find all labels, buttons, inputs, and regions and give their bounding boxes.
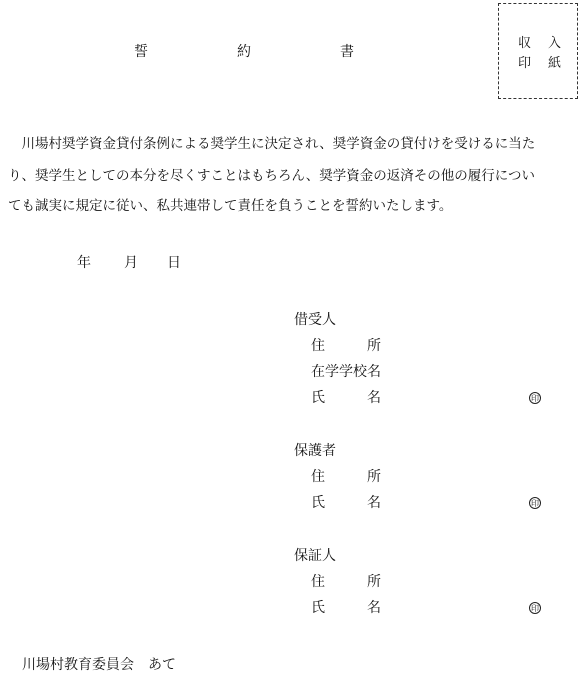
revenue-stamp-box bbox=[498, 3, 578, 99]
date-year: 年 bbox=[77, 255, 91, 271]
stamp-char-1: 収 bbox=[518, 36, 532, 51]
date-month: 月 bbox=[124, 255, 138, 271]
guardian-name-char-1: 氏 bbox=[311, 495, 325, 511]
date-day: 日 bbox=[167, 255, 181, 271]
guardian-address-char-2: 所 bbox=[367, 469, 381, 485]
stamp-char-2: 入 bbox=[548, 36, 562, 51]
guarantor-name-char-2: 名 bbox=[367, 600, 381, 616]
borrower-school-label: 在学学校名 bbox=[311, 364, 381, 380]
guarantor-address-char-2: 所 bbox=[367, 574, 381, 590]
borrower-heading: 借受人 bbox=[294, 312, 336, 328]
addressee: 川場村教育委員会 あて bbox=[22, 657, 176, 673]
guarantor-heading: 保証人 bbox=[294, 548, 336, 564]
guardian-address-char-1: 住 bbox=[311, 469, 325, 485]
title-char-3: 書 bbox=[340, 44, 354, 60]
body-line-2: り、奨学生としての本分を尽くすことはもちろん、奨学資金の返済その他の履行につい bbox=[8, 168, 536, 184]
guardian-heading: 保護者 bbox=[294, 443, 336, 459]
borrower-name-char-2: 名 bbox=[367, 390, 381, 406]
guardian-name-char-2: 名 bbox=[367, 495, 381, 511]
guardian-seal-mark: 印 bbox=[531, 499, 539, 508]
title-char-2: 約 bbox=[237, 44, 251, 60]
guarantor-seal-mark: 印 bbox=[531, 604, 539, 613]
borrower-address-char-2: 所 bbox=[367, 338, 381, 354]
guarantor-name-char-1: 氏 bbox=[311, 600, 325, 616]
title-char-1: 誓 bbox=[134, 44, 148, 60]
borrower-seal-mark: 印 bbox=[531, 394, 539, 403]
body-line-1: 川場村奨学資金貸付条例による奨学生に決定され、奨学資金の貸付けを受けるに当た bbox=[8, 136, 536, 152]
body-line-3: ても誠実に規定に従い、私共連帯して責任を負うことを誓約いたします。 bbox=[8, 198, 453, 214]
borrower-name-char-1: 氏 bbox=[311, 390, 325, 406]
borrower-address-char-1: 住 bbox=[311, 338, 325, 354]
guarantor-address-char-1: 住 bbox=[311, 574, 325, 590]
stamp-char-3: 印 bbox=[518, 56, 532, 71]
stamp-char-4: 紙 bbox=[548, 56, 562, 71]
